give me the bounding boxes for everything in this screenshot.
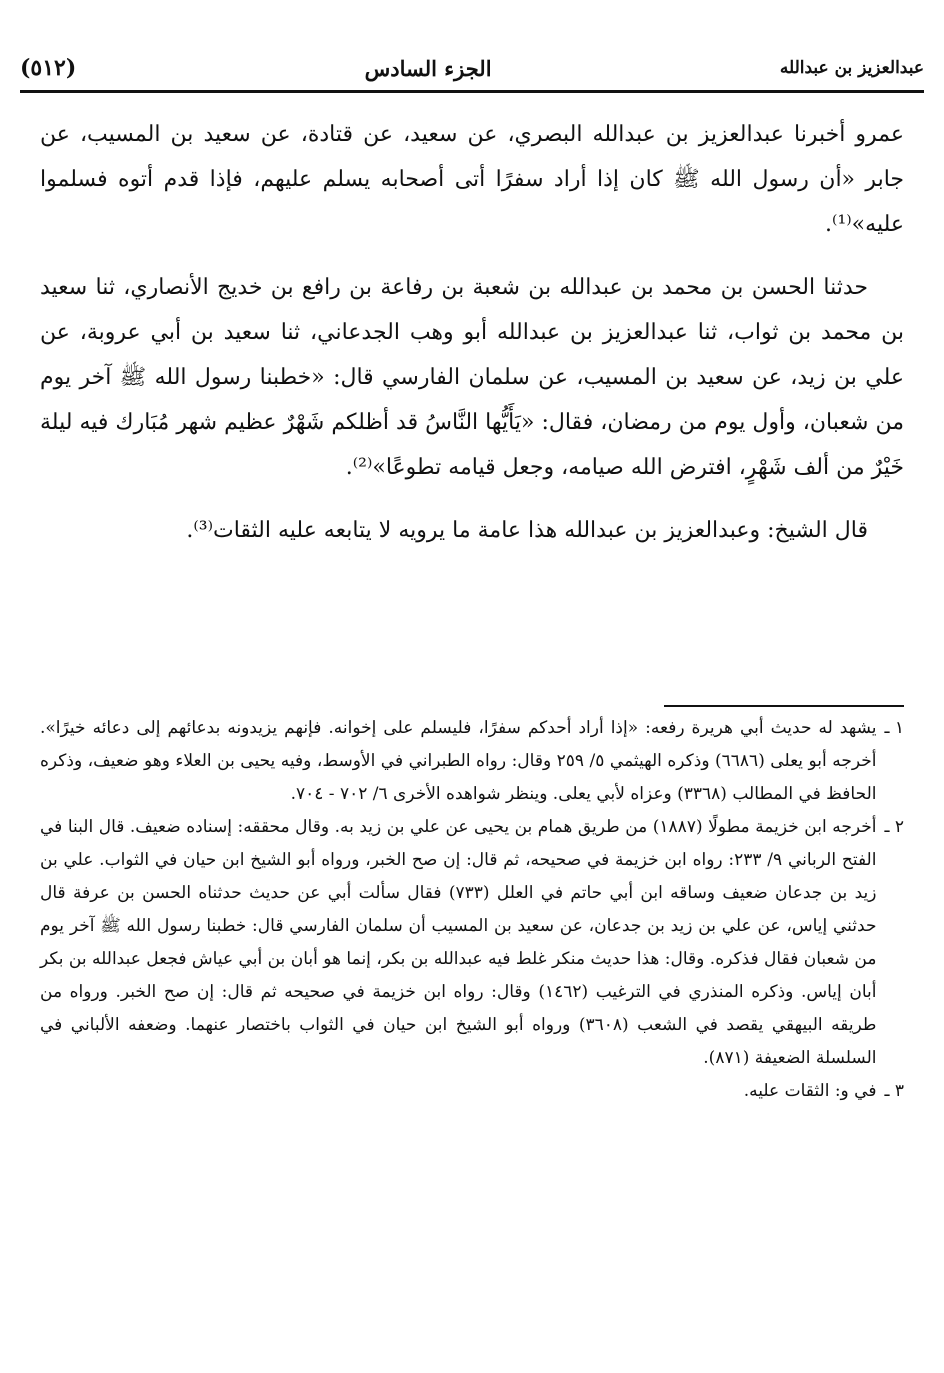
body-paragraph: عمرو أخبرنا عبدالعزيز بن عبدالله البصري، عن سعيد، عن قتادة، عن سعيد بن المسيب، عن جابر «أن رسول الله ﷺ كان إذا أراد سفرًا أتى أصحابه يسلم عليهم، فإذا قدم أتوه فسلموا عليه»⁽¹⁾. xyxy=(40,122,904,237)
footnotes xyxy=(40,712,904,1108)
main-text xyxy=(40,112,904,571)
footnote-item xyxy=(40,811,904,1075)
footnote-number: ٣ ـ xyxy=(884,1081,904,1101)
footnote-item xyxy=(40,1075,904,1108)
header-part-title: الجزء السادس xyxy=(364,55,492,81)
body-paragraph: قال الشيخ: وعبدالعزيز بن عبدالله هذا عامة ما يرويه لا يتابعه عليه الثقات⁽³⁾. xyxy=(186,518,868,543)
page-number: (٥١٢) xyxy=(20,55,77,81)
header-rule xyxy=(20,90,924,93)
footnote-text: أخرجه ابن خزيمة مطولًا (١٨٨٧) من طريق همام بن يحيى عن علي بن زيد به. وقال محققه: إسناده ضعيف. قال البنا في الفتح الرباني ٩/ ٢٣٣: رواه ابن خزيمة في صحيحه، ثم قال: إن صح الخبر، ورواه أبو الشيخ ابن حيان في الثواب. علي بن زيد بن جدعان ضعيف وساقه ابن أبي حاتم في العلل (٧٣٣) فقال سألت أبي عن حديث حدثناه الحسن بن عرفة قال حدثني إياس، عن علي بن زيد بن جدعان، عن سعيد بن المسيب أن سلمان الفارسي قال: خطبنا رسول الله ﷺ آخر يوم من شعبان فقال فذكره. وقال: هذا حديث منكر غلط فيه عبدالله بن بكر، إنما هو أبان بن أبي عياش فجعل عبدالله بن بكر أبان إياس. وذكره المنذري في الترغيب (١٤٦٢) وقال: رواه ابن خزيمة في صحيحه ثم قال: إن صح الخبر. ورواه من طريقه البيهقي يقصد في الشعب (٣٦٠٨) ورواه أبو الشيخ ابن حيان في الثواب باختصار عنهما. وضعفه الألباني في السلسلة الضعيفة (٨٧١). xyxy=(40,817,877,1068)
footnote-number: ٢ ـ xyxy=(884,817,904,837)
footnote-text: يشهد له حديث أبي هريرة رفعه: «إذا أراد أحدكم سفرًا، فليسلم على إخوانه. فإنهم يزيدونه بدعائهم إلى دعائه خيرًا». أخرجه أبو يعلى (٦٦٨٦) وذكره الهيثمي ٥/ ٢٥٩ وقال: رواه الطبراني في الأوسط، وفيه يحيى بن العلاء وهو ضعيف، وذكره الحافظ في المطالب (٣٣٦٨) وعزاه لأبي يعلى. وينظر شواهده الأخرى ٦/ ٧٠٢ - ٧٠٤. xyxy=(40,718,877,804)
footnote-text: في و: الثقات عليه. xyxy=(743,1081,877,1101)
footnote-separator xyxy=(664,705,904,707)
footnote-item xyxy=(40,712,904,811)
running-header xyxy=(20,48,924,88)
header-author-name: عبدالعزيز بن عبدالله xyxy=(779,58,924,78)
body-paragraph: حدثنا الحسن بن محمد بن عبدالله بن شعبة بن رفاعة بن رافع بن خديج الأنصاري، ثنا سعيد بن محمد بن ثواب، ثنا عبدالعزيز بن عبدالله أبو وهب الجدعاني، ثنا سعيد بن أبي عروبة، عن علي بن زيد، عن سعيد بن المسيب، عن سلمان الفارسي قال: «خطبنا رسول الله ﷺ آخر يوم من شعبان، وأول يوم من رمضان، فقال: «يَأَيُّها النَّاسُ قد أظلكم شَهْرٌ عظيم شهر مُبَارك فيه ليلة خَيْرٌ من ألف شَهْرٍ، افترض الله صيامه، وجعل قيامه تطوعًا»⁽²⁾. xyxy=(40,275,904,480)
footnote-number: ١ ـ xyxy=(884,718,904,738)
